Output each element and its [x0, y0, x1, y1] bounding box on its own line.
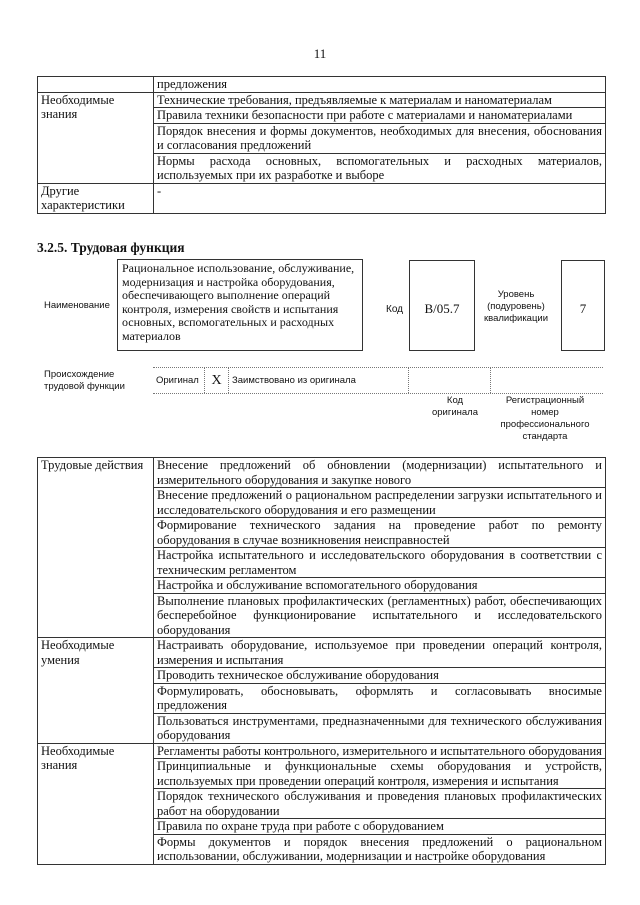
- code-label: Код: [386, 304, 404, 315]
- row-item: Пользоваться инструментами, предназначенными для технического обслуживания оборудования: [154, 713, 606, 743]
- labor-function-table: [37, 457, 606, 865]
- table-row: [38, 92, 606, 108]
- level-label: Уровень (подуровень) квалификации: [483, 289, 549, 324]
- row-item: Формы документов и порядок внесения предложений о рациональном использовании, обслуживании, модернизации и настройке оборудования: [154, 834, 606, 864]
- origin-label: Происхождение трудовой функции: [44, 369, 125, 392]
- row-item: Настройка испытательного и исследовательского оборудования в соответствии с техническим регламентом: [154, 548, 606, 578]
- row-label: [38, 77, 154, 93]
- row-item: Технические требования, предъявляемые к материалам и наноматериалам: [154, 92, 606, 108]
- row-item: Порядок внесения и формы документов, необходимых для внесения, обоснования и согласования предложений: [154, 123, 606, 153]
- row-item: предложения: [154, 77, 606, 93]
- row-label: Необходимые умения: [38, 638, 154, 744]
- table-row: [38, 638, 606, 668]
- row-item: Настраивать оборудование, используемое при проведении операций контроля, измерения и испытания: [154, 638, 606, 668]
- function-name-box: Рациональное использование, обслуживание, модернизация и настройка оборудования, обеспечивающего выполнение операций контроля, измерения свойств и испытания основных, вспомогательных и расходных материалов: [117, 259, 363, 351]
- row-item: Принципиальные и функциональные схемы оборудования и устройств, используемых при проведении операций контроля, измерения и испытания: [154, 759, 606, 789]
- origin-original-label: Оригинал: [156, 375, 199, 386]
- level-value-box: 7: [561, 260, 605, 351]
- table-row: [38, 743, 606, 759]
- origin-mark: X: [205, 368, 229, 393]
- origin-code-cell: [409, 368, 491, 393]
- name-label: Наименование: [44, 300, 110, 311]
- row-item: Проводить техническое обслуживание оборудования: [154, 668, 606, 684]
- reg-number-caption: Регистрационный номер профессионального стандарта: [500, 395, 590, 442]
- row-item: Внесение предложений о рациональном распределении загрузки испытательного и исследовательского оборудования и его размещении: [154, 488, 606, 518]
- table-row: [38, 183, 606, 213]
- row-item: Нормы расхода основных, вспомогательных и расходных материалов, используемых при их разработке и выборе: [154, 153, 606, 183]
- row-item: Регламенты работы контрольного, измерительного и испытательного оборудования: [154, 743, 606, 759]
- row-label: Трудовые действия: [38, 458, 154, 638]
- origin-reg-cell: [491, 368, 603, 393]
- knowledge-table-continued: [37, 76, 606, 214]
- row-item: Внесение предложений об обновлении (модернизации) испытательного и измерительного оборудования и закупке нового: [154, 458, 606, 488]
- row-item: Формирование технического задания на проведение работ по ремонту оборудования в случае возникновения неисправностей: [154, 518, 606, 548]
- origin-row: [153, 367, 603, 394]
- section-title: 3.2.5. Трудовая функция: [37, 240, 185, 255]
- table-row: [38, 458, 606, 488]
- row-item: Выполнение плановых профилактических (регламентных) работ, обеспечивающих бесперебойное функционирование испытательного и исследовательского оборудования: [154, 593, 606, 638]
- row-label: Другие характеристики: [38, 183, 154, 213]
- row-item: -: [154, 183, 606, 213]
- row-label: Необходимые знания: [38, 743, 154, 864]
- table-row: [38, 77, 606, 93]
- row-item: Правила техники безопасности при работе с материалами и наноматериалами: [154, 108, 606, 124]
- row-label: Необходимые знания: [38, 92, 154, 183]
- origin-borrowed-cell: [229, 368, 409, 393]
- row-item: Формулировать, обосновывать, оформлять и согласовывать вносимые предложения: [154, 683, 606, 713]
- code-value-box: B/05.7: [409, 260, 475, 351]
- origin-borrowed-label: Заимствовано из оригинала: [232, 375, 356, 386]
- row-item: Порядок технического обслуживания и проведения плановых профилактических работ на оборудовании: [154, 789, 606, 819]
- row-item: Правила по охране труда при работе с оборудованием: [154, 819, 606, 835]
- code-original-caption: Код оригинала: [431, 395, 478, 418]
- origin-original-cell: [153, 368, 205, 393]
- row-item: Настройка и обслуживание вспомогательного оборудования: [154, 578, 606, 594]
- page-number: 11: [313, 46, 327, 61]
